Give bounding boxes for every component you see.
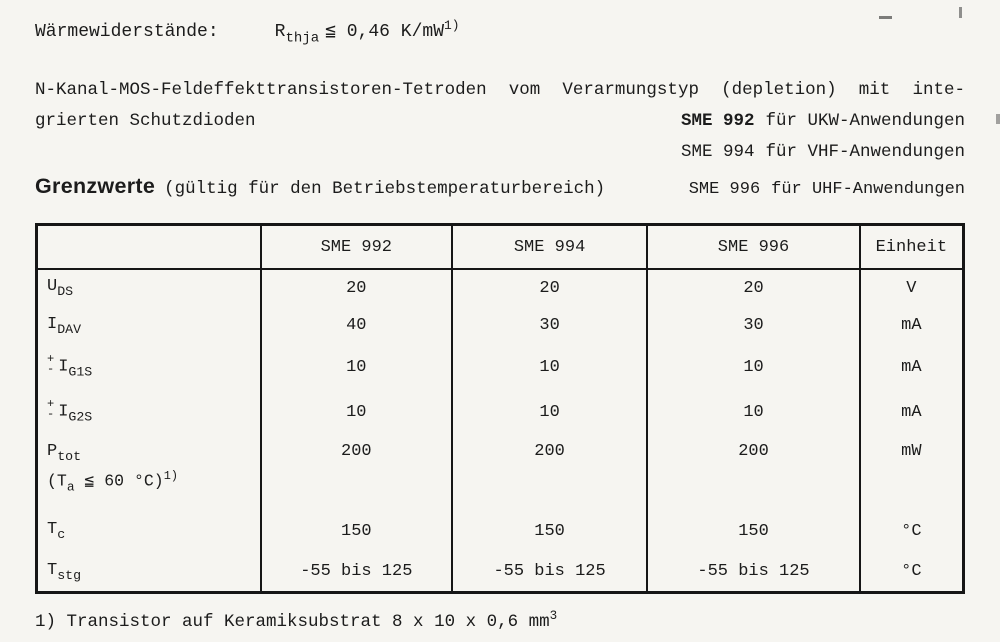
ptot-condition: ($T_a$ ≦ 60 °C)$^{1)}$ — [47, 468, 178, 495]
section-subtitle: (gültig für den Betriebstemperaturbereich) — [164, 179, 606, 200]
cell-value: -55 bis 125 — [452, 552, 648, 593]
table-row-ig2s — [37, 390, 964, 435]
cell-value: 20 — [647, 269, 859, 307]
cell-value: 200 — [452, 435, 648, 511]
footnote-reference: 1) — [444, 18, 460, 33]
intro-line2-row — [35, 111, 965, 131]
cell-value: 10 — [261, 345, 452, 390]
cell-unit: V — [860, 269, 964, 307]
type-use: für UHF-Anwendungen — [771, 180, 965, 200]
cell-value: 30 — [452, 307, 648, 345]
type-entry-sme994-row — [35, 142, 965, 162]
type-model: SME 994 — [680, 142, 755, 163]
cell-value: 10 — [647, 390, 859, 435]
footnote — [35, 609, 965, 632]
thermal-value — [274, 18, 460, 47]
intro-line2: grierten Schutzdioden — [35, 111, 256, 132]
thermal-label: Wärmewiderstände: — [35, 22, 219, 43]
cell-value: 40 — [261, 307, 452, 345]
plus-minus-sign: + - — [47, 396, 55, 421]
plus-minus-sign: + - — [47, 351, 55, 376]
column-header-sme994: SME 994 — [452, 225, 648, 269]
cell-value: -55 bis 125 — [261, 552, 452, 593]
type-entry-sme996 — [689, 180, 965, 199]
footnote-reference: 1) — [163, 468, 178, 483]
scan-artifact — [996, 114, 1000, 124]
row-label — [37, 435, 261, 511]
cell-value: 150 — [647, 511, 859, 552]
symbol-r: R — [274, 22, 286, 43]
thermal-resistance-line — [35, 18, 965, 46]
ptot-symbol: $P_{tot}$ — [47, 441, 82, 464]
row-label: + - $I_{G1S}$ — [37, 345, 261, 390]
row-label: $T_{stg}$ — [37, 552, 261, 593]
footnote-text: 1) Transistor auf Keramiksubstrat 8 x 10 x 0,6 mm — [35, 612, 550, 633]
table-row-idav — [37, 307, 964, 345]
cell-value: 200 — [261, 435, 452, 511]
cell-value: 20 — [452, 269, 648, 307]
cell-unit: mA — [860, 345, 964, 390]
table-row-tstg — [37, 552, 964, 593]
type-model: SME 996 — [688, 180, 761, 200]
table-header-row — [37, 225, 964, 269]
column-header-einheit: Einheit — [860, 225, 964, 269]
limits-table — [35, 223, 965, 594]
type-entry-sme994 — [681, 142, 965, 162]
symbol-subscript: thja — [285, 30, 320, 47]
cell-value: 20 — [261, 269, 452, 307]
row-label: $T_c$ — [37, 511, 261, 552]
table-row-ptot — [37, 435, 964, 511]
cell-value: -55 bis 125 — [647, 552, 859, 593]
cell-unit: mW — [860, 435, 964, 511]
cell-value: 150 — [452, 511, 648, 552]
cell-value: 150 — [261, 511, 452, 552]
empty-header-cell — [37, 225, 261, 269]
type-use: für UKW-Anwendungen — [765, 111, 965, 132]
cell-value: 10 — [452, 345, 648, 390]
thermal-relation: ≦ 0,46 K/mW — [325, 22, 444, 43]
cell-unit: mA — [860, 307, 964, 345]
cell-value: 30 — [647, 307, 859, 345]
table-row-tc — [37, 511, 964, 552]
type-model: SME 992 — [680, 111, 755, 132]
table-row-ig1s — [37, 345, 964, 390]
cell-unit: mA — [860, 390, 964, 435]
section-title: Grenzwerte — [35, 174, 156, 199]
footnote-exponent: 3 — [549, 609, 558, 624]
section-heading — [35, 174, 605, 199]
cell-value: 10 — [452, 390, 648, 435]
cell-unit: °C — [860, 511, 964, 552]
type-use: für VHF-Anwendungen — [765, 142, 965, 163]
cell-unit: °C — [860, 552, 964, 593]
cell-value: 10 — [261, 390, 452, 435]
table-row-uds — [37, 269, 964, 307]
cell-value: 10 — [647, 345, 859, 390]
column-header-sme992: SME 992 — [261, 225, 452, 269]
row-label: $U_{DS}$ — [37, 269, 261, 307]
column-header-sme996: SME 996 — [647, 225, 859, 269]
section-heading-row — [35, 174, 965, 199]
intro-line1: N-Kanal-MOS-Feldeffekttransistoren-Tetroden vom Verarmungstyp (depletion) mit inte- — [35, 80, 965, 101]
cell-value: 200 — [647, 435, 859, 511]
type-entry-sme992 — [681, 111, 965, 131]
scan-artifact — [959, 7, 962, 18]
row-label: + - $I_{G2S}$ — [37, 390, 261, 435]
row-label: $I_{DAV}$ — [37, 307, 261, 345]
scan-artifact — [879, 16, 892, 19]
